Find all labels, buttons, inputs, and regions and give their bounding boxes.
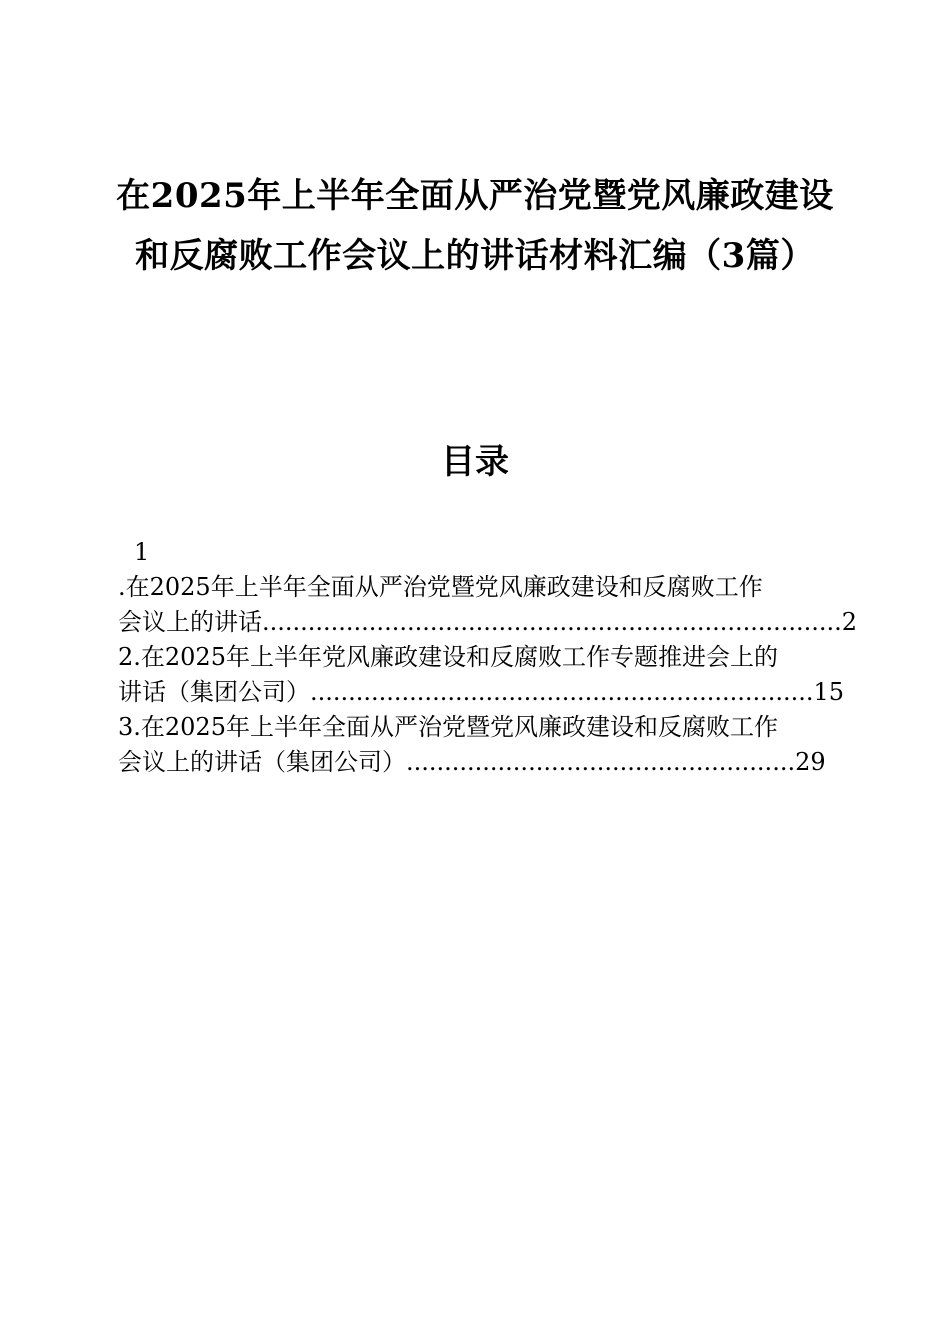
document-title: 在2025年上半年全面从严治党暨党风廉政建设和反腐败工作会议上的讲话材料汇编（3篇） [116, 176, 834, 276]
toc-item-title-line: 2.在2025年上半年党风廉政建设和反腐败工作专题推进会上的 [118, 643, 778, 671]
toc-item-title-end [118, 745, 833, 780]
toc-heading: 目录 [441, 442, 509, 482]
toc-item-title-tail: 讲话（集团公司） [118, 678, 310, 706]
toc-page-number: 29 [795, 748, 826, 776]
toc-page-number: 15 [813, 678, 845, 706]
toc-leader-dots: .................................................................. [310, 678, 814, 706]
toc-item-title-line: .在2025年上半年全面从严治党暨党风廉政建设和反腐败工作 [118, 573, 763, 601]
table-of-contents [118, 535, 858, 780]
toc-item-title-tail: 会议上的讲话（集团公司） [118, 748, 406, 776]
toc-item-title-end [118, 605, 858, 640]
toc-item-title-end [118, 675, 845, 710]
toc-item-1[interactable] [118, 535, 858, 640]
toc-item-title-tail: 会议上的讲话 [118, 608, 262, 636]
toc-item-3[interactable] [118, 710, 833, 780]
toc-leader-dots: ................................................... [406, 748, 796, 776]
toc-page-number: 2 [841, 608, 858, 636]
toc-leader-dots: ............................................................................ [262, 608, 842, 636]
toc-item-number: 1 [134, 538, 150, 566]
toc-item-title-line: 3.在2025年上半年全面从严治党暨党风廉政建设和反腐败工作 [118, 713, 778, 741]
toc-item-2[interactable] [118, 640, 845, 710]
